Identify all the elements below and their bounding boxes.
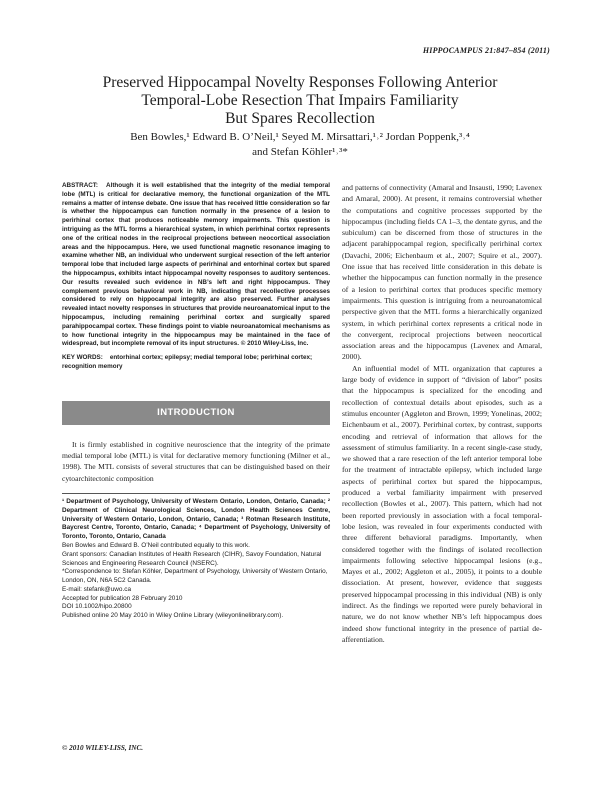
author-line-1: Ben Bowles,¹ Edward B. O’Neil,¹ Seyed M. Mirsattari,¹˒² Jordan Poppenk,³˒⁴ <box>130 131 470 143</box>
grant-sponsors: Grant sponsors: Canadian Institutes of Health Research (CIHR), Savoy Foundation, Natural Sciences and Engineering Research Council (NSERC). <box>62 550 322 567</box>
affiliations-footnote: ¹ Department of Psychology, University of Western Ontario, London, Ontario, Canada; ² Department of Clinical Neurological Sciences, London Health Sciences Centre, University of Western Ontario, London, Ontario, Canada; ³ Rotman Research Institute, Baycrest Centre, Toronto, Ontario, Canada; ⁴ Department of Psychology, University of Toronto, Toronto, Ontario, Canada <box>62 497 330 541</box>
introduction-body <box>62 439 330 484</box>
article-title <box>40 74 560 128</box>
copyright: © 2010 WILEY-LISS, INC. <box>62 744 144 752</box>
right-paragraph-2: An influential model of MTL organization that captures a large body of evidence in support of “division of labor” posits that the hippocampus is specialized for the encoding and recollection of contextual details about episodes, such as a stimulus encounter (Aggleton and Brown, 1999; Yonelinas, 2002; Eichenbaum et al., 2007). Perirhinal cortex, by contrast, supports encoding and retrieval of information that allows for the assessment of stimulus familiarity. In a recent single-case study, we showed that a rare resection of the left anterior temporal lobe for the treatment of intractable epilepsy, which included large aspects of perirhinal cortex but spared the hippocampus, produced a verbal familiarity impairment with preserved recollection (Bowles et al., 2007). This pattern, which had not been reported previously in association with a focal temporal-lobe lesion, was revealed in four experiments conducted with three different behavioral paradigms. Importantly, when considered together with the findings of isolated recollection impairments following selective hippocampal lesions (e.g., Mayes et al., 2002; Aggleton et al., 2005), it points to a double dissociation. At present, however, evidence that suggests preserved hippocampal processing in this individual (NB) is only indirect. As the findings we reported were purely behavioral in nature, we do not know whether NB’s left hippocampus does indeed show functional integrity in the presence of partial de-afferentiation. <box>342 363 542 644</box>
introduction-paragraph: It is firmly established in cognitive neuroscience that the integrity of the primate medial temporal lobe (MTL) is vital for declarative memory functioning (Milner et al., 1998). The MTL consists of several structures that can be distinguished based on their cytoarchitectonic composition <box>62 439 330 483</box>
keywords <box>62 354 330 372</box>
author-line-2: and Stefan Köhler¹˒³* <box>252 146 348 158</box>
journal-reference: HIPPOCAMPUS 21:847–854 (2011) <box>422 46 550 55</box>
keywords-label: KEY WORDS: <box>62 354 103 362</box>
abstract <box>62 182 330 349</box>
right-column <box>342 182 542 645</box>
contribution-note: Ben Bowles and Edward B. O’Neil contributed equally to this work. <box>62 541 250 549</box>
left-column <box>62 182 330 621</box>
published-online: Published online 20 May 2010 in Wiley Online Library (wileyonlinelibrary.com). <box>62 612 284 620</box>
introduction-heading: INTRODUCTION <box>157 407 235 419</box>
title-line-3: But Spares Recollection <box>225 110 375 127</box>
doi: DOI 10.1002/hipo.20800 <box>62 603 132 611</box>
abstract-text: Although it is well established that the integrity of the medial temporal lobe (MTL) is critical for declarative memory, the functional organization of the MTL remains a matter of intense debate. One issue that has received little consideration so far is whether the hippocampus can function normally in the presence of a lesion to perirhinal cortex that produces noticeable memory impairments. This question is intriguing as the MTL forms a hierarchical system, in which perirhinal cortex represents one of the critical nodes in the reciprocal projections between neocortical association areas and the hippocampus. Here, we used functional magnetic resonance imaging to examine whether NB, an individual who underwent surgical resection of the left anterior temporal lobe that included large aspects of perirhinal and entorhinal cortex but spared the hippocampus, exhibits intact hippocampal novelty responses to auditory sentences. Our results revealed such evidence in NB’s left and right hippocampus. They complement previous behavioral work in NB, indicating that recollective processes considered to rely on hippocampal integrity are also preserved. Further analyses revealed intact novelty responses in structures that provide neuroanatomical input to the hippocampus, including remaining perirhinal cortex and surgically spared parahippocampal cortex. These findings point to viable neuroanatomical mechanisms as to how functional integrity in the hippocampus may be maintained in the face of widespread, but incomplete removal of its input structures. © 2010 Wiley-Liss, Inc. <box>62 182 330 348</box>
accepted-date: Accepted for publication 28 February 2010 <box>62 594 183 602</box>
introduction-heading-bar <box>62 401 330 425</box>
title-line-1: Preserved Hippocampal Novelty Responses Following Anterior <box>102 74 498 91</box>
footnotes <box>62 493 330 621</box>
email: E-mail: stefank@uwo.ca <box>62 585 131 593</box>
author-list <box>40 130 560 160</box>
keywords-text: entorhinal cortex; epilepsy; medial temporal lobe; perirhinal cortex; recognition memory <box>62 354 313 370</box>
right-paragraph-1: and patterns of connectivity (Amaral and Insausti, 1990; Lavenex and Amaral, 2000). At present, it remains controversial whether the computations and cognitive processes supported by the hippocampus (including fields CA 1–3, the dentate gyrus, and the subiculum) can be discerned from those of structures in the adjacent parahippocampal region, specifically perirhinal cortex (Davachi, 2006; Eichenbaum et al., 2007; Squire et al., 2007). One issue that has received little consideration in this debate is whether the hippocampus can function normally in the presence of a lesion to perirhinal cortex that produces specific memory impairments. This question is intriguing from a neuroanatomical perspective given that the MTL forms a hierarchically organized system, in which perirhinal cortex represents a critical node in the convergent, reciprocal projections between neocortical association areas and the hippocampus (Lavenex and Amaral, 2000). <box>342 183 542 362</box>
title-line-2: Temporal-Lobe Resection That Impairs Familiarity <box>141 92 459 109</box>
abstract-label: ABSTRACT: <box>62 182 99 189</box>
correspondence: *Correspondence to: Stefan Köhler, Department of Psychology, University of Western Ontario, London, ON, N6A 5C2 Canada. <box>62 568 328 585</box>
